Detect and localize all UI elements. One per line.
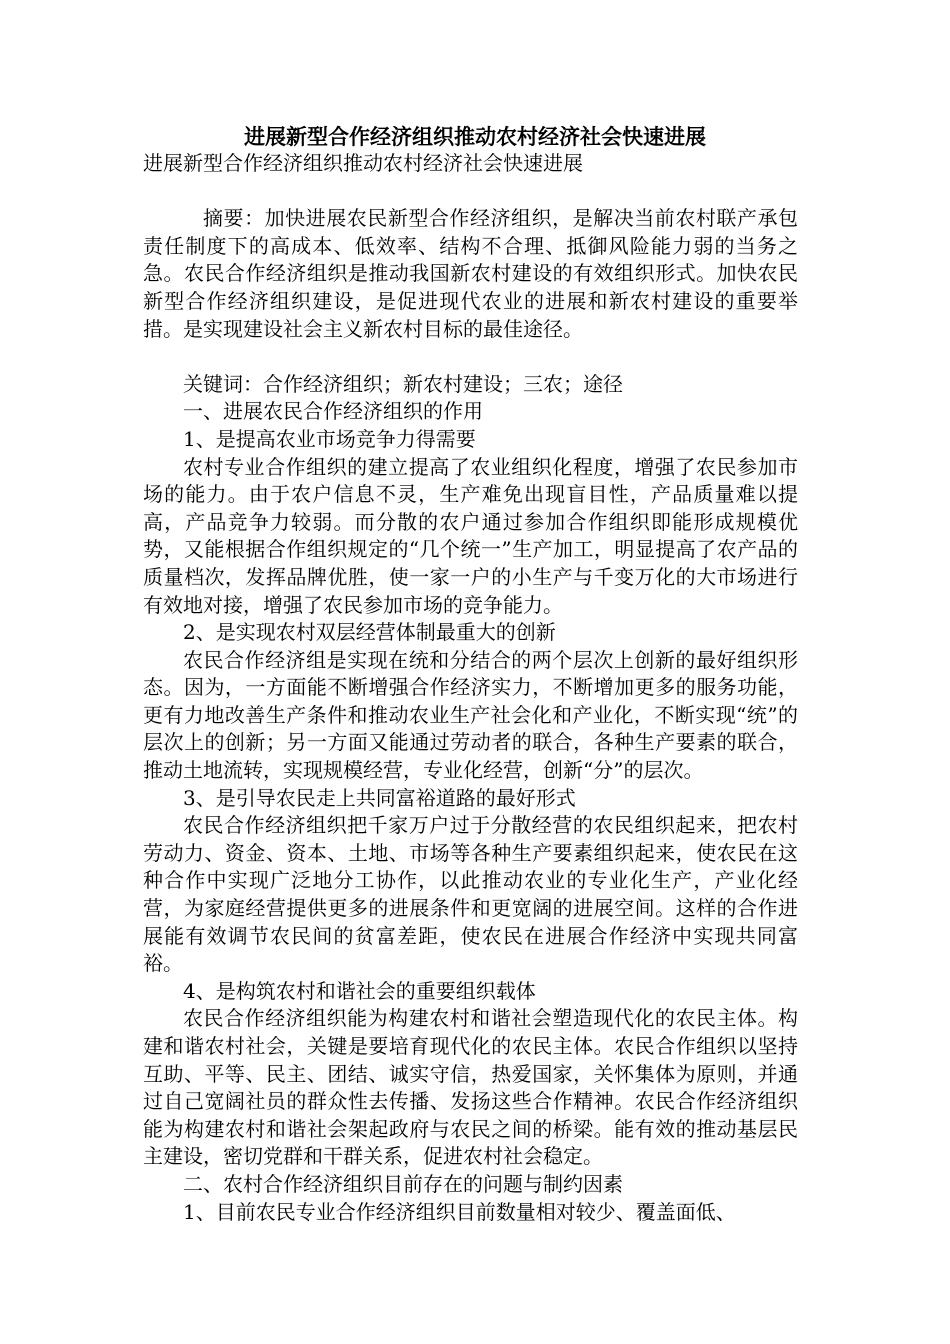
item-paragraph-2: 农民合作经济组是实现在统和分结合的两个层次上创新的最好组织形态。因为，一方面能不断增强合作经济实力，不断增加更多的服务功能，更有力地改善生产条件和推动农业生产社会化和产业化，不断实现“统”的层次上的创新；另一方面又能通过劳动者的联合，各种生产要素的联合，推动土地流转，实现规模经营，专业化经营，创新“分”的层次。 bbox=[143, 647, 798, 783]
keywords-line: 关键词：合作经济组织；新农村建设；三农；途径 bbox=[183, 371, 623, 396]
item-paragraph-1: 农村专业合作组织的建立提高了农业组织化程度，增强了农民参加市场的能力。由于农户信息不灵，生产难免出现盲目性，产品质量难以提高，产品竞争力较弱。而分散的农户通过参加合作组织即能形成规模优势，又能根据合作组织规定的“几个统一”生产加工，明显提高了农产品的质量档次，发挥品牌优胜，使一家一户的小生产与千变万化的大市场进行有效地对接，增强了农民参加市场的竞争能力。 bbox=[143, 454, 798, 617]
section-heading-1: 一、进展农民合作经济组织的作用 bbox=[183, 399, 483, 424]
section2-item-paragraph-1: 1、目前农民专业合作经济组织目前数量相对较少、覆盖面低、 bbox=[183, 1199, 736, 1224]
item-paragraph-4: 农民合作经济组织能为构建农村和谐社会塑造现代化的农民主体。构建和谐农村社会，关键是要培育现代化的农民主体。农民合作组织以坚持互助、平等、民主、团结、诚实守信，热爱国家，关怀集体为原则，并通过自己宽阔社员的群众性去传播、发扬这些合作精神。农民合作经济组织能为构建农村和谐社会架起政府与农民之间的桥梁。能有效的推动基层民主建设，密切党群和干群关系，促进农村社会稳定。 bbox=[143, 1006, 798, 1169]
section-heading-2: 二、农村合作经济组织目前存在的问题与制约因素 bbox=[183, 1171, 623, 1196]
item-paragraph-3: 农民合作经济组织把千家万户过于分散经营的农民组织起来，把农村劳动力、资金、资本、土地、市场等各种生产要素组织起来，使农民在这种合作中实现广泛地分工协作，以此推动农业的专业化生产，产业化经营，为家庭经营提供更多的进展条件和更宽阔的进展空间。这样的合作进展能有效调节农民间的贫富差距，使农民在进展合作经济中实现共同富裕。 bbox=[143, 813, 798, 976]
item-heading-2: 2、是实现农村双层经营体制最重大的创新 bbox=[183, 620, 556, 645]
document-title: 进展新型合作经济组织推动农村经济社会快速进展 bbox=[244, 125, 706, 149]
item-heading-4: 4、是构筑农村和谐社会的重要组织载体 bbox=[183, 978, 536, 1003]
item-heading-3: 3、是引导农民走上共同富裕道路的最好形式 bbox=[183, 785, 576, 810]
document-body bbox=[143, 150, 798, 1226]
document-subtitle: 进展新型合作经济组织推动农村经济社会快速进展 bbox=[143, 151, 583, 175]
item-heading-1: 1、是提高农业市场竞争力得需要 bbox=[183, 426, 476, 451]
abstract-paragraph: 摘要：加快进展农民新型合作经济组织，是解决当前农村联产承包责任制度下的高成本、低效率、结构不合理、抵御风险能力弱的当务之急。农民合作经济组织是推动我国新农村建设的有效组织形式。加快农民新型合作经济组织建设，是促进现代农业的进展和新农村建设的重要举措。是实现建设社会主义新农村目标的最佳途径。 bbox=[143, 206, 798, 341]
